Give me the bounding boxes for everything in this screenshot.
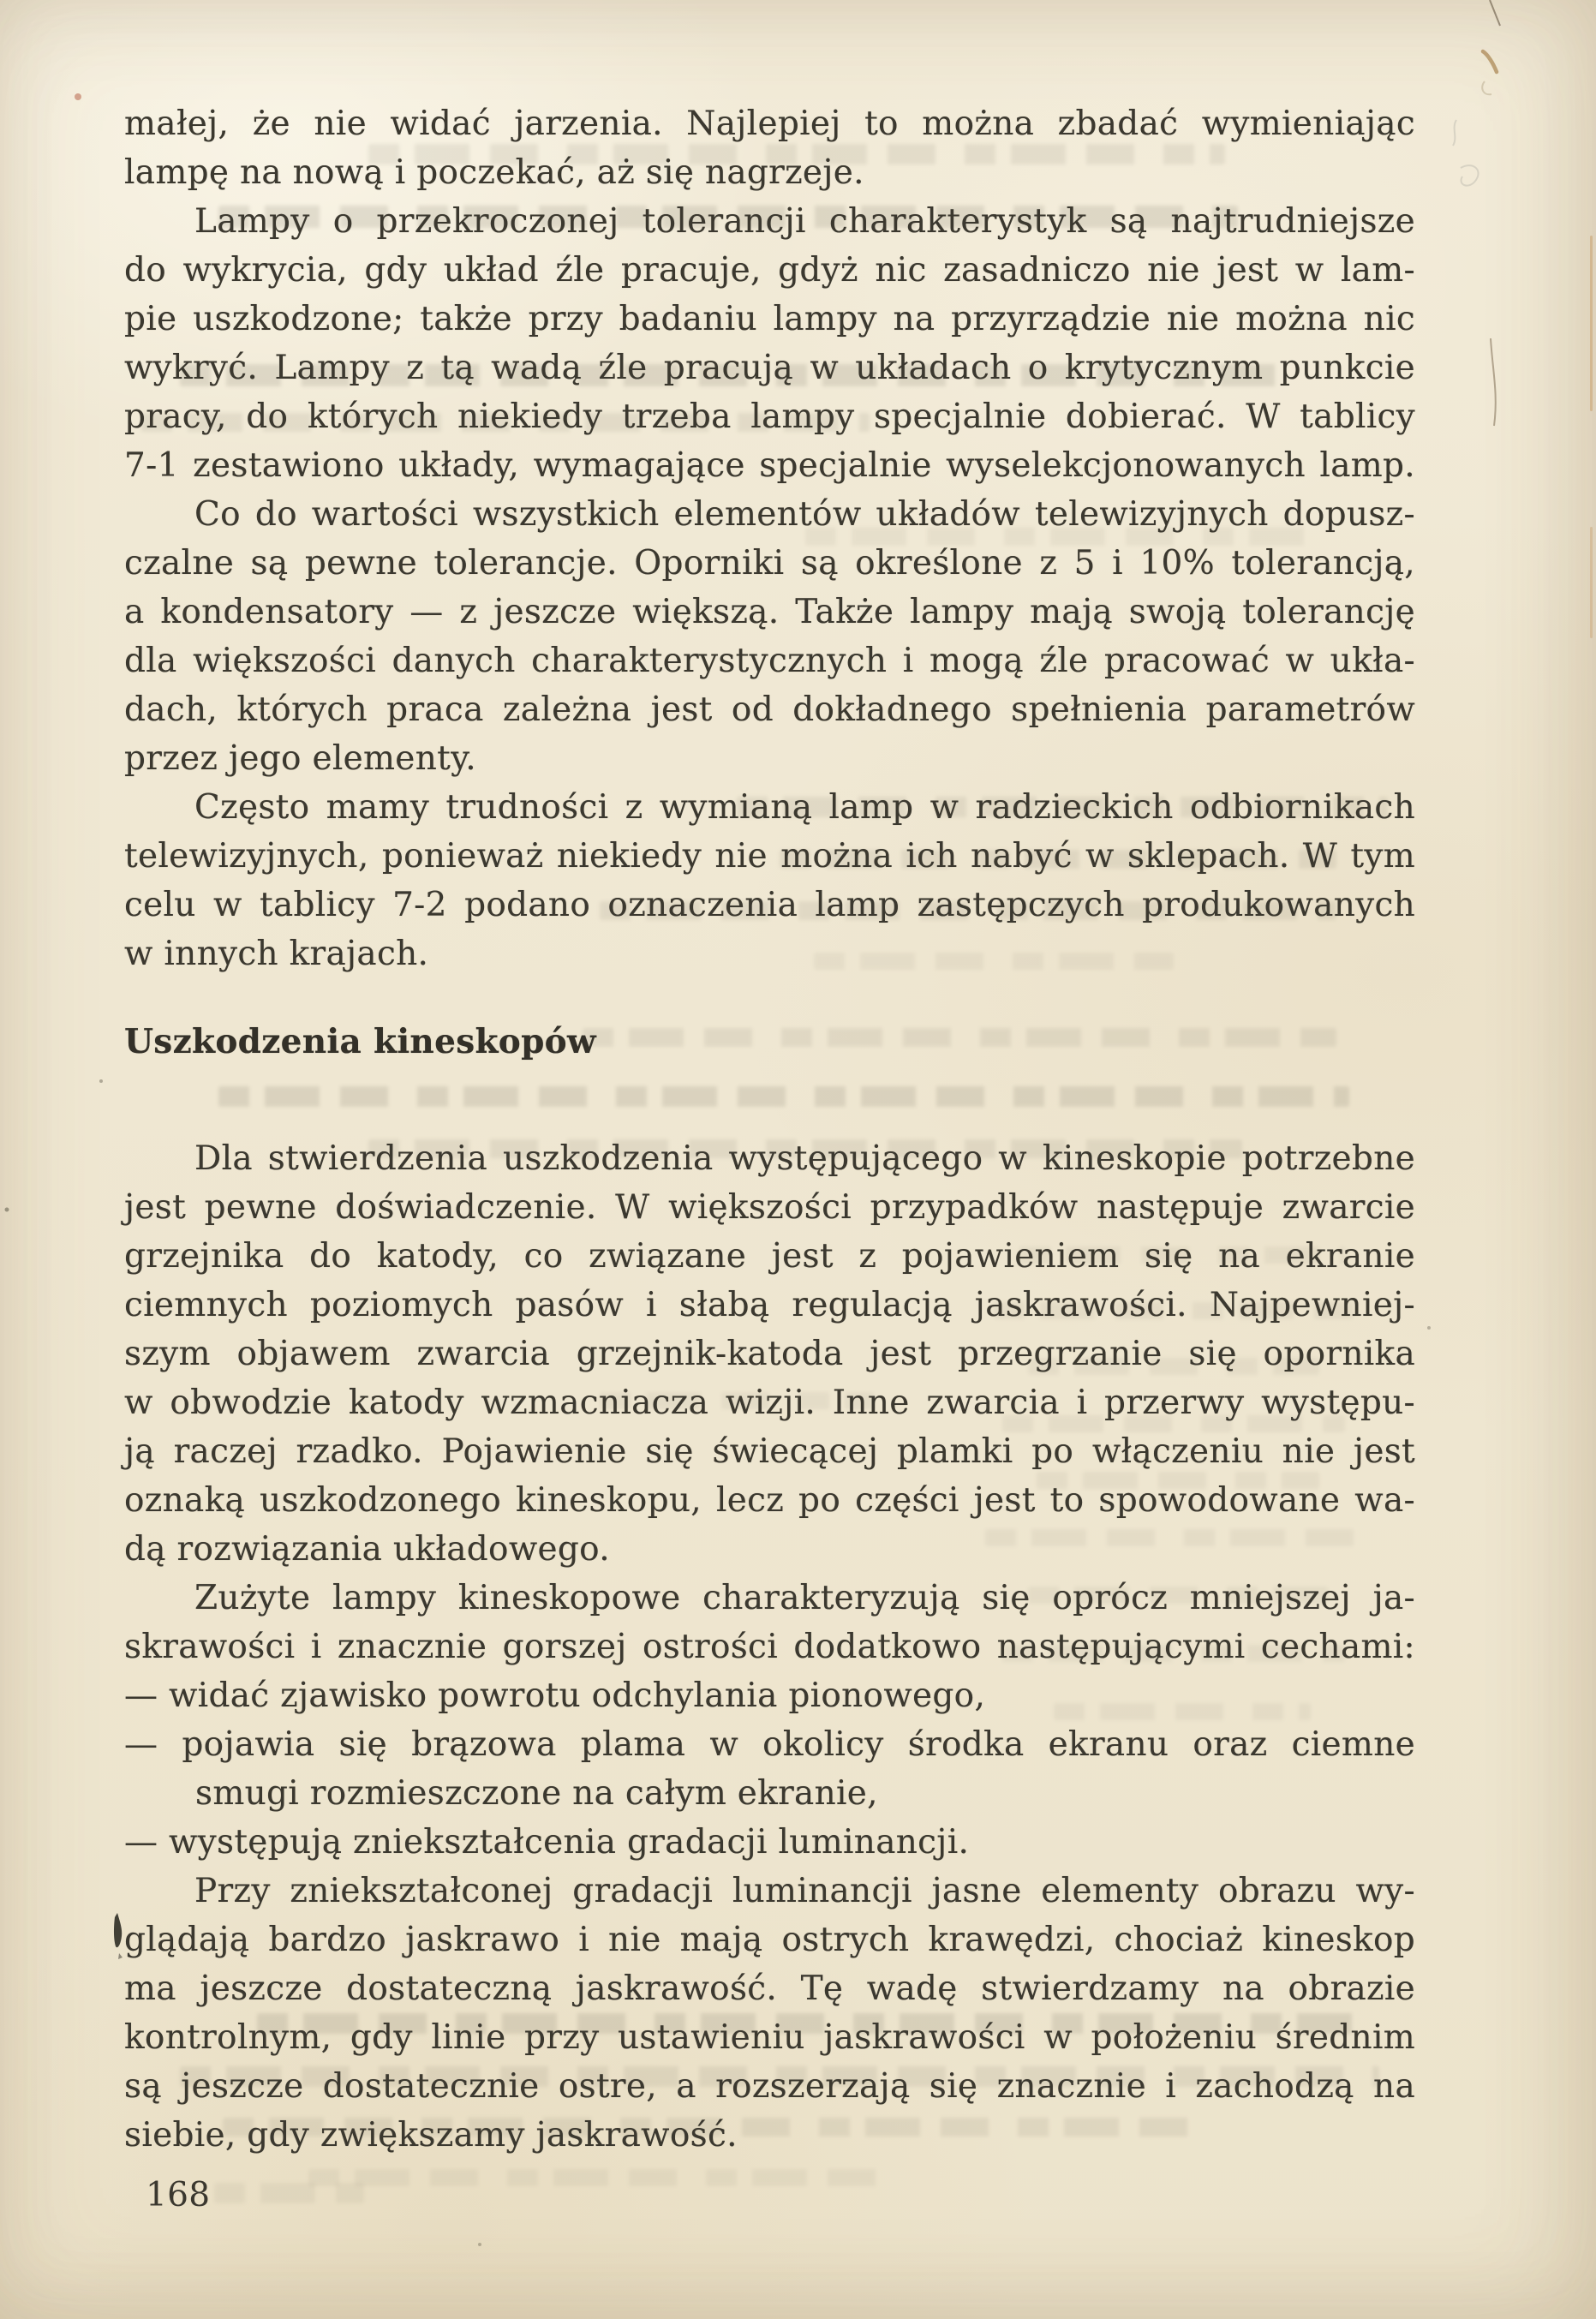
paper-speck [1427,1326,1431,1330]
paragraph-kinescope-faults: ciemnych poziomych pasów i słabą regulacją jaskrawości. Najpewniej- [124,1286,1415,1324]
paragraph-element-tolerance: przez jego elementy. [124,739,476,778]
paragraph-element-tolerance: a kondensatory — z jeszcze większą. Także lampy mają swoją tolerancję [124,593,1415,631]
paragraph-worn-tubes: skrawości i znacznie gorszej ostrości dodatkowo następującymi cechami: [124,1628,1415,1666]
list-item-brown-spot: — pojawia się brązowa plama w okolicy środka ekranu oraz ciemne [124,1725,1415,1764]
paragraph-distorted-gradation: są jeszcze dostatecznie ostre, a rozszerzają się znacznie i zachodzą na [124,2067,1415,2106]
paragraph-soviet-receivers: telewizyjnych, ponieważ niekiedy nie można ich nabyć w sklepach. W tym [124,837,1415,876]
pen-curl-mark [1482,81,1491,94]
paragraph-element-tolerance: dla większości danych charakterystycznych i mogą źle pracować w ukła- [124,642,1415,680]
paragraph-continuation: małej, że nie widać jarzenia. Najlepiej to można zbadać wymieniając [124,105,1415,143]
page-edge-line [1590,236,1593,411]
paragraph-element-tolerance: dach, których praca zależna jest od dokładnego spełnienia parametrów [124,690,1415,729]
pencil-squiggle [1453,120,1456,146]
paragraph-distorted-gradation: ma jeszcze dostateczną jaskrawość. Tę wadę stwierdzamy na obrazie [124,1969,1415,2008]
list-item-vertical-retrace: — widać zjawisko powrotu odchylania pionowego, [124,1676,986,1715]
text-column [124,0,1415,2220]
paragraph-distorted-gradation: Przy zniekształconej gradacji luminancji jasne elementy obrazu wy- [194,1872,1415,1910]
paragraph-distorted-gradation: glądają bardzo jaskrawo i nie mają ostrych krawędzi, chociaż kineskop [124,1921,1415,1959]
list-item-brown-spot: smugi rozmieszczone na całym ekranie, [195,1774,878,1813]
paragraph-kinescope-faults: grzejnika do katody, co związane jest z pojawieniem się na ekranie [124,1237,1415,1276]
pen-dash-mark [1483,51,1497,72]
paragraph-continuation: lampę na nową i poczekać, aż się nagrzeje. [124,153,864,192]
ink-blot-mark [114,1913,122,1947]
paper-speck [478,2243,481,2246]
page-number: 168 [146,2176,211,2214]
list-item-luminance-gradation: — występują zniekształcenia gradacji luminancji. [124,1823,970,1862]
paragraph-soviet-receivers: w innych krajach. [124,935,429,973]
paragraph-lamp-tolerance: wykryć. Lampy z tą wadą źle pracują w układach o krytycznym punkcie [124,349,1415,387]
paragraph-worn-tubes: Zużyte lampy kineskopowe charakteryzują się oprócz mniejszej ja- [194,1579,1415,1617]
paper-speck [75,93,81,100]
paragraph-lamp-tolerance: pracy, do których niekiedy trzeba lampy specjalnie dobierać. W tablicy [124,397,1415,436]
paragraph-distorted-gradation: kontrolnym, gdy linie przy ustawieniu jaskrawości w położeniu średnim [124,2018,1415,2057]
paragraph-distorted-gradation: siebie, gdy zwiększamy jaskrawość. [124,2116,738,2155]
page-edge-line [1590,527,1593,638]
paragraph-lamp-tolerance: pie uszkodzone; także przy badaniu lampy na przyrządzie nie można nic [124,300,1415,338]
paragraph-kinescope-faults: Dla stwierdzenia uszkodzenia występującego w kineskopie potrzebne [194,1139,1415,1178]
section-heading: Uszkodzenia kineskopów [124,1022,596,1061]
paragraph-kinescope-faults: dą rozwiązania układowego. [124,1530,610,1569]
paragraph-kinescope-faults: jest pewne doświadczenie. W większości przypadków następuje zwarcie [124,1188,1415,1227]
paragraph-kinescope-faults: ją raczej rzadko. Pojawienie się świecącej plamki po włączeniu nie jest [124,1432,1415,1471]
ink-blot-mark [118,1953,123,1959]
paragraph-lamp-tolerance: 7-1 zestawiono układy, wymagające specjalnie wyselekcjonowanych lamp. [124,446,1415,485]
paragraph-lamp-tolerance: do wykrycia, gdy układ źle pracuje, gdyż nic zasadniczo nie jest w lam- [124,251,1415,290]
paragraph-lamp-tolerance: Lampy o przekroczonej tolerancji charakterystyk są najtrudniejsze [194,202,1415,241]
paper-speck [99,1079,103,1083]
paper-speck [5,1208,9,1212]
paragraph-soviet-receivers: Często mamy trudności z wymianą lamp w radzieckich odbiornikach [194,788,1415,827]
paragraph-kinescope-faults: w obwodzie katody wzmacniacza wizji. Inne zwarcia i przerwy występu- [124,1384,1415,1422]
paragraph-element-tolerance: czalne są pewne tolerancje. Oporniki są określone z 5 i 10% tolerancją, [124,544,1415,583]
scratch-mark [1490,0,1500,26]
pencil-squiggle [1461,165,1479,186]
paragraph-soviet-receivers: celu w tablicy 7-2 podano oznaczenia lamp zastępczych produkowanych [124,886,1415,924]
scratch-mark [1491,338,1496,426]
paragraph-kinescope-faults: oznaką uszkodzonego kineskopu, lecz po części jest to spowodowane wa- [124,1481,1415,1520]
paragraph-element-tolerance: Co do wartości wszystkich elementów układów telewizyjnych dopusz- [194,495,1415,534]
paragraph-kinescope-faults: szym objawem zwarcia grzejnik-katoda jest przegrzanie się opornika [124,1335,1415,1373]
